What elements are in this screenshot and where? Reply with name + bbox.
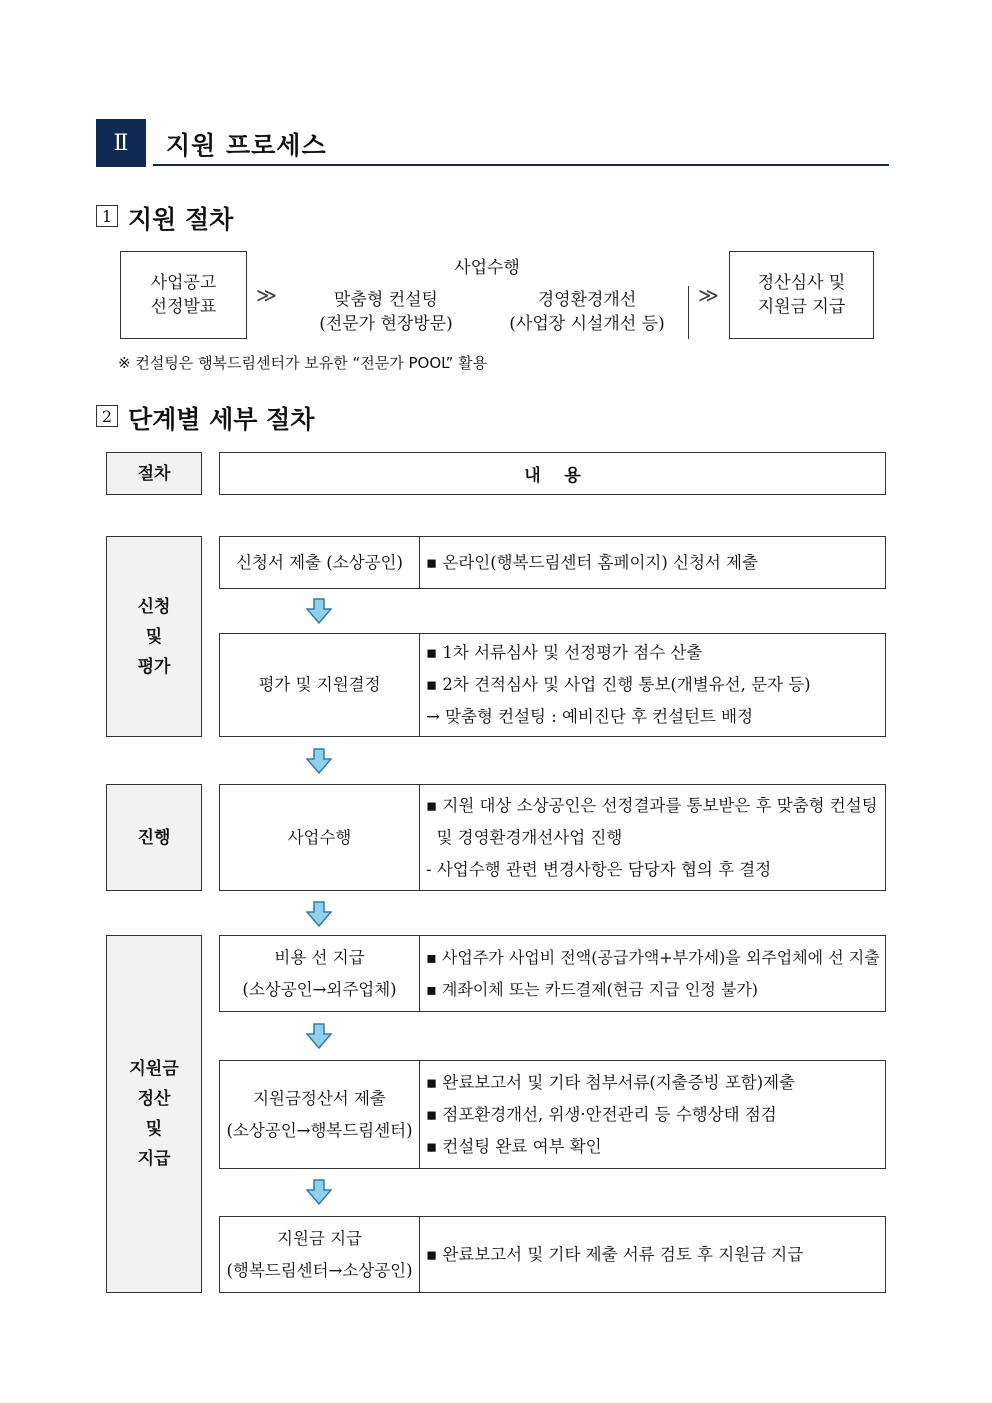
- process-consulting: [286, 285, 488, 339]
- group-line: 및: [145, 626, 163, 647]
- row-step: [220, 785, 420, 890]
- group-line: 및: [145, 1119, 163, 1139]
- row-step-line: (소상공인→행복드림센터): [226, 1120, 413, 1140]
- row-content-line: ▪ 지원 대상 소상공인은 선정결과를 통보받은 후 맞춤형 컨설팅: [426, 795, 878, 815]
- row-content-line: 및 경영환경개선사업 진행: [426, 827, 623, 847]
- group-line: 진행: [137, 827, 171, 848]
- row-content-line: ▪ 완료보고서 및 기타 제출 서류 검토 후 지원금 지급: [426, 1244, 804, 1264]
- row-content-line: - 사업수행 관련 변경사항은 담당자 협의 후 결정: [426, 859, 772, 879]
- process-execution-title-text: 사업수행: [454, 258, 520, 278]
- table-header-procedure-text: 절차: [137, 463, 171, 484]
- consulting-note: ※ 컨설팅은 행복드림센터가 보유한 “전문가 POOL” 활용: [118, 354, 488, 372]
- down-arrow-icon: [306, 1023, 332, 1049]
- row-step: [220, 1061, 420, 1168]
- row-step: [220, 537, 420, 588]
- process-box-settlement: [729, 251, 874, 339]
- process-box-settlement-line1: 정산심사 및: [757, 273, 846, 293]
- row-content-line: → 맞춤형 컨설팅 : 예비진단 후 컨설턴트 배정: [426, 707, 754, 726]
- table-row: [219, 633, 886, 737]
- down-arrow-icon: [306, 1179, 332, 1205]
- section-2-number: 2: [96, 405, 118, 427]
- row-content-line: ▪ 점포환경개선, 위생·안전관리 등 수행상태 점검: [426, 1104, 777, 1124]
- row-content: [420, 1217, 885, 1292]
- row-step-line: (소상공인→외주업체): [242, 979, 397, 999]
- down-arrow-icon: [306, 598, 332, 624]
- row-content-line: ▪ 완료보고서 및 기타 첨부서류(지출증빙 포함)제출: [426, 1072, 796, 1092]
- section-1-title: 지원 절차: [128, 205, 234, 234]
- process-consulting-line1: 맞춤형 컨설팅: [334, 290, 438, 310]
- process-consulting-line2: (전문가 현장방문): [319, 314, 453, 334]
- row-step-line: 평가 및 지원결정: [258, 675, 381, 694]
- row-content-line: ▪ 온라인(행복드림센터 홈페이지) 신청서 제출: [426, 552, 758, 572]
- row-content-line: ▪ 2차 견적심사 및 사업 진행 통보(개별유선, 문자 등): [426, 675, 811, 694]
- group-line: 신청: [137, 596, 171, 617]
- row-step: [220, 634, 420, 736]
- row-content: [420, 634, 885, 736]
- section-1-number: 1: [96, 205, 118, 227]
- table-header-content: [219, 452, 886, 495]
- group-apply-evaluate: [106, 536, 202, 737]
- table-row: [219, 784, 886, 891]
- row-step-line: 비용 선 지급: [274, 947, 365, 967]
- row-content: [420, 785, 885, 890]
- chevron-icon: ≫: [256, 283, 277, 307]
- row-step-line: (행복드림센터→소상공인): [226, 1260, 413, 1280]
- row-step-line: 지원금정산서 제출: [253, 1088, 386, 1108]
- chevron-icon: ≫: [698, 283, 719, 307]
- group-progress: [106, 784, 202, 891]
- group-line: 지원금: [129, 1059, 179, 1079]
- process-box-announce-line1: 사업공고: [150, 273, 217, 293]
- process-box-announce-line2: 선정발표: [150, 297, 217, 317]
- row-content-line: ▪ 1차 서류심사 및 선정평가 점수 산출: [426, 643, 703, 662]
- table-header-content-text: 내 용: [524, 466, 581, 486]
- group-line: 지급: [137, 1149, 171, 1169]
- process-box-announce: [120, 251, 247, 339]
- row-content: [420, 1061, 885, 1168]
- table-row: [219, 935, 886, 1012]
- process-box-settlement-line2: 지원금 지급: [757, 297, 846, 317]
- row-content: [420, 537, 885, 588]
- row-step: [220, 1217, 420, 1292]
- process-improvement-line2: (사업장 시설개선 등): [509, 314, 665, 334]
- row-content-line: ▪ 사업주가 사업비 전액(공급가액+부가세)을 외주업체에 선 지출: [426, 947, 880, 967]
- row-step: [220, 936, 420, 1011]
- group-line: 평가: [137, 656, 171, 677]
- page-title: 지원 프로세스: [166, 131, 327, 160]
- row-content-line: ▪ 컨설팅 완료 여부 확인: [426, 1136, 602, 1156]
- section-2-title: 단계별 세부 절차: [128, 405, 315, 434]
- table-header-procedure: [106, 452, 202, 495]
- table-row: [219, 1216, 886, 1293]
- process-execution-title: [286, 251, 689, 287]
- row-step-line: 사업수행: [287, 827, 352, 847]
- group-settlement: [106, 935, 202, 1293]
- down-arrow-icon: [306, 901, 332, 927]
- row-content: [420, 936, 885, 1011]
- process-improvement-line1: 경영환경개선: [537, 290, 637, 310]
- down-arrow-icon: [306, 748, 332, 774]
- section-roman-badge: Ⅱ: [96, 119, 146, 167]
- group-line: 정산: [137, 1089, 171, 1109]
- process-box-execution: [286, 251, 689, 339]
- table-row: [219, 1060, 886, 1169]
- row-content-line: ▪ 계좌이체 또는 카드결제(현금 지급 인정 불가): [426, 979, 759, 999]
- title-underline: [153, 164, 889, 166]
- table-row: [219, 536, 886, 589]
- row-step-line: 지원금 지급: [277, 1228, 362, 1248]
- process-improvement: [486, 285, 688, 339]
- row-step-line: 신청서 제출 (소상공인): [236, 552, 403, 572]
